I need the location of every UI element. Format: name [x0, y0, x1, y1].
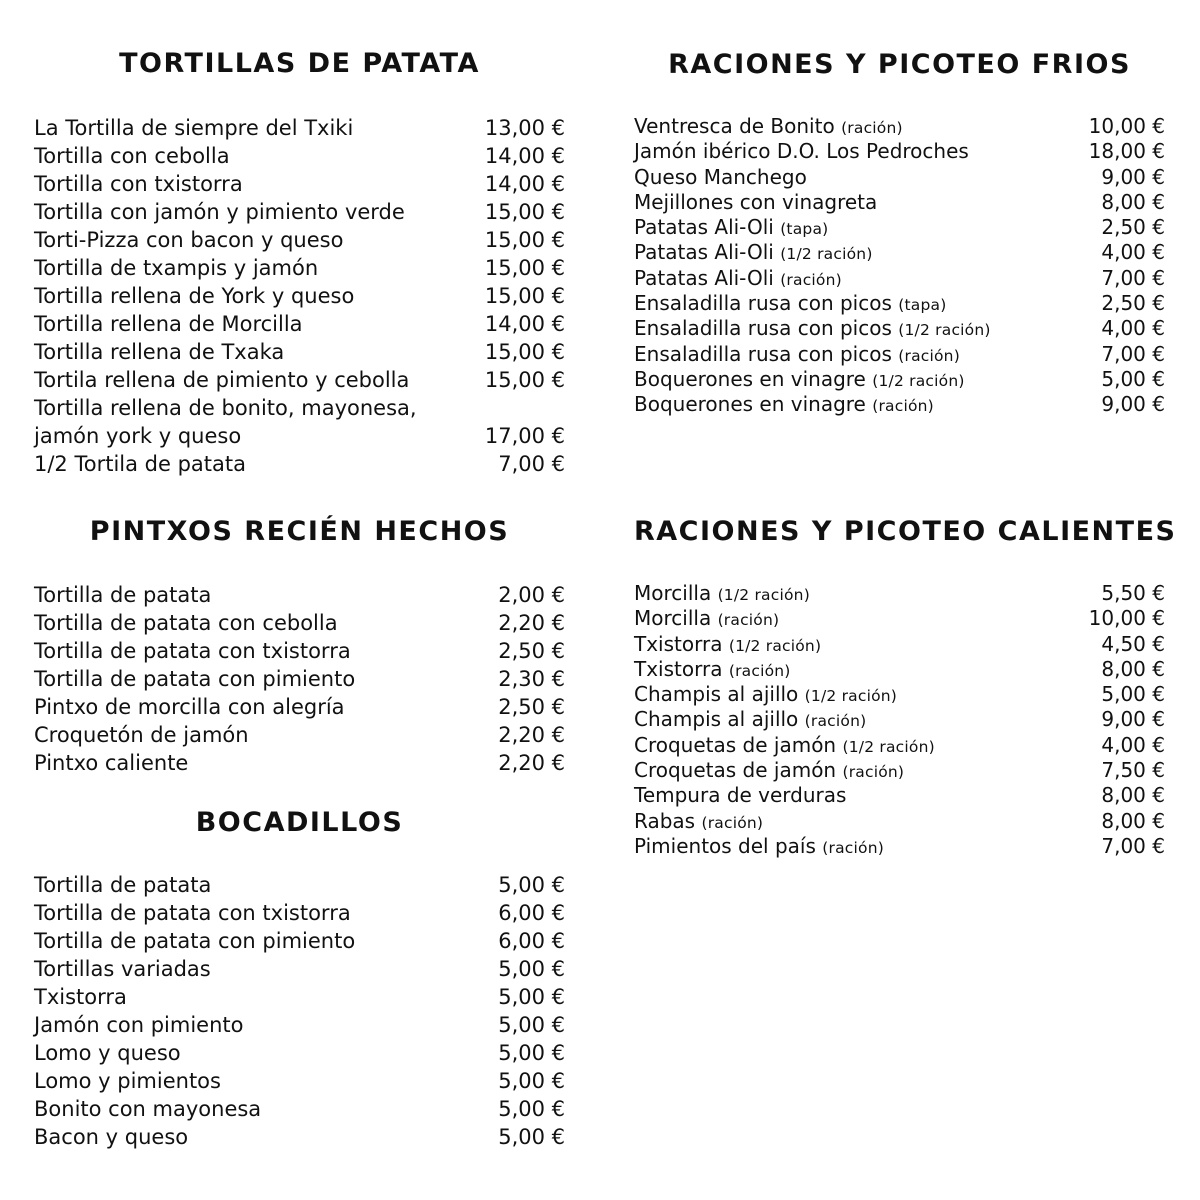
menu-item-price: 15,00 € [484, 200, 565, 224]
menu-item [34, 1011, 565, 1039]
menu-item-name: Tortila rellena de pimiento y cebolla [34, 368, 410, 392]
menu-item-label [34, 422, 241, 450]
menu-item-name: Tortilla de patata [34, 583, 212, 607]
menu-item [634, 392, 1165, 417]
menu-item-label [34, 665, 355, 693]
menu-item-name: Bonito con mayonesa [34, 1097, 262, 1121]
menu-item-name: Croquetas de jamón [634, 758, 837, 783]
menu-item-label [634, 783, 846, 808]
menu-item-price: 5,00 € [498, 1097, 565, 1121]
menu-item [34, 338, 565, 366]
menu-item-label [634, 657, 791, 684]
menu-item-portion: (ración) [898, 346, 960, 365]
menu-item-price: 4,00 € [1101, 240, 1165, 265]
menu-item-name: Lomo y pimientos [34, 1069, 221, 1093]
menu-item-price: 10,00 € [1088, 606, 1165, 631]
menu-item-name: Boquerones en vinagre [634, 366, 866, 391]
menu-list [34, 871, 565, 1151]
menu-item-label [34, 1067, 221, 1095]
menu-item-name: jamón york y queso [34, 424, 242, 448]
section-title: RACIONES Y PICOTEO FRIOS [668, 49, 1131, 80]
menu-item-label [34, 637, 351, 665]
menu-item-price: 14,00 € [484, 312, 565, 336]
menu-item-name: Tortilla rellena de bonito, mayonesa, [34, 396, 417, 420]
menu-item-price: 5,00 € [1101, 682, 1165, 707]
menu-item-name: Txistorra [634, 656, 723, 681]
menu-item-name: Ventresca de Bonito [634, 114, 835, 138]
menu-item-label [34, 226, 343, 254]
menu-item-name: Pintxo de morcilla con alegría [34, 695, 345, 719]
menu-item [34, 983, 565, 1011]
menu-item-price: 15,00 € [484, 340, 565, 364]
menu-item-price: 9,00 € [1101, 707, 1165, 732]
menu-item-portion: (1/2 ración) [804, 687, 898, 706]
menu-item-label [34, 450, 246, 478]
menu-item-label [634, 139, 969, 164]
menu-item-price: 5,00 € [498, 957, 565, 981]
menu-item-price: 9,00 € [1101, 392, 1165, 417]
menu-item-price: 17,00 € [484, 424, 565, 448]
menu-item-label [634, 733, 935, 760]
menu-item-name: Tortilla de patata [34, 873, 212, 897]
menu-item-portion: (1/2 ración) [780, 245, 873, 264]
menu-list [634, 581, 1165, 859]
menu-item-price: 2,20 € [498, 611, 565, 635]
menu-item-name: Torti-Pizza con bacon y queso [34, 228, 344, 252]
menu-item-name: Tortilla de patata con cebolla [34, 611, 338, 635]
menu-item-name: Tortilla con cebolla [34, 144, 230, 168]
menu-item-label [34, 394, 417, 422]
menu-item [634, 291, 1165, 316]
menu-item [34, 394, 565, 422]
menu-item [634, 707, 1165, 732]
menu-item-label [34, 927, 355, 955]
menu-item-name: Patatas Ali-Oli [634, 265, 774, 290]
menu-item-name: Txistorra [34, 985, 127, 1009]
menu-item-label [34, 955, 211, 983]
menu-item [34, 170, 565, 198]
menu-item-name: Patatas Ali-Oli [634, 240, 774, 265]
section-raciones-calientes [634, 516, 1177, 858]
menu-item-name: Tortilla rellena de York y queso [34, 284, 355, 308]
section-raciones-frios [634, 49, 1165, 417]
menu-item [634, 581, 1165, 606]
menu-item-portion: (ración) [701, 813, 764, 832]
menu-item-label [634, 606, 779, 633]
menu-item-price: 7,00 € [1101, 265, 1165, 290]
menu-item-label [34, 198, 405, 226]
menu-item [634, 606, 1165, 631]
section-pintxos-recien-hechos [34, 516, 565, 775]
menu-item-label [634, 367, 965, 394]
menu-item-name: Tortilla rellena de Morcilla [34, 312, 303, 336]
menu-item-price: 6,00 € [498, 901, 565, 925]
menu-item [34, 871, 565, 899]
menu-item-label [634, 316, 991, 343]
menu-item-price: 8,00 € [1101, 808, 1165, 833]
menu-item [34, 366, 565, 394]
menu-item-price: 9,00 € [1101, 164, 1165, 189]
menu-item-name: Ensaladilla rusa con picos [634, 291, 892, 316]
menu-item-portion: (ración) [822, 838, 884, 857]
menu-item-label [34, 142, 230, 170]
menu-item-name: Tortilla con txistorra [34, 172, 243, 196]
menu-item [34, 1067, 565, 1095]
menu-item-name: Boquerones en vinagre [634, 392, 866, 417]
menu-item-portion: (1/2 ración) [872, 371, 965, 390]
menu-item-label [34, 310, 303, 338]
menu-item-label [634, 809, 763, 836]
menu-item-name: Morcilla [634, 606, 712, 631]
menu-item-name: Champis al ajillo [634, 707, 799, 732]
menu-item-name: Rabas [634, 808, 696, 833]
menu-item [34, 254, 565, 282]
menu-item-price: 15,00 € [484, 284, 565, 308]
menu-item-name: La Tortilla de siempre del Txiki [34, 116, 354, 140]
menu-item [634, 733, 1165, 758]
menu-item-price: 4,00 € [1101, 732, 1165, 757]
menu-item-portion: (ración) [717, 611, 780, 630]
menu-item-name: Queso Manchego [634, 164, 807, 189]
menu-item-portion: (ración) [804, 712, 867, 731]
menu-item-label [34, 1011, 244, 1039]
menu-item [34, 721, 565, 749]
menu-item [634, 834, 1165, 859]
menu-item [34, 899, 565, 927]
menu-item [634, 165, 1165, 190]
menu-item-price: 5,00 € [1101, 366, 1165, 391]
menu-list [34, 114, 565, 478]
menu-item-name: Txistorra [634, 631, 723, 656]
menu-item-price: 2,20 € [498, 723, 565, 747]
menu-item-price: 13,00 € [484, 116, 565, 140]
menu-item-price: 6,00 € [498, 929, 565, 953]
menu-item [34, 1123, 565, 1151]
menu-item-price: 7,00 € [498, 452, 565, 476]
menu-item-label [634, 758, 904, 785]
menu-list [34, 581, 565, 777]
menu-item-price: 8,00 € [1101, 189, 1165, 214]
menu-item [34, 282, 565, 310]
menu-item-label [34, 871, 211, 899]
menu-item-name: Bacon y queso [34, 1125, 189, 1149]
menu-item-portion: (1/2 ración) [842, 737, 935, 756]
menu-item-label [34, 693, 345, 721]
menu-item-price: 4,50 € [1101, 631, 1165, 656]
menu-item-portion: (1/2 ración) [728, 636, 822, 655]
menu-item-price: 2,50 € [498, 639, 565, 663]
menu-item-label [634, 392, 934, 419]
menu-item-name: Lomo y queso [34, 1041, 181, 1065]
menu-item-name: 1/2 Tortila de patata [34, 452, 246, 476]
menu-item [634, 190, 1165, 215]
menu-item-label [634, 632, 821, 659]
menu-item-label [634, 834, 884, 861]
menu-item-price: 2,20 € [498, 751, 565, 775]
menu-item-price: 5,00 € [498, 1041, 565, 1065]
menu-item-price: 2,00 € [498, 583, 565, 607]
menu-item-price: 18,00 € [1088, 139, 1165, 164]
menu-item-label [34, 899, 351, 927]
menu-item-name: Croquetón de jamón [34, 723, 249, 747]
menu-item-portion: (ración) [842, 763, 905, 782]
menu-item-name: Tortilla de patata con pimiento [34, 929, 356, 953]
menu-item [34, 609, 565, 637]
menu-item-portion: (tapa) [780, 220, 829, 239]
menu-item-label [34, 114, 353, 142]
menu-item-portion: (tapa) [898, 296, 947, 315]
menu-item-portion: (ración) [841, 119, 903, 137]
menu-item-name: Patatas Ali-Oli [634, 215, 774, 240]
menu-item [34, 310, 565, 338]
menu-item-portion: (1/2 ración) [717, 586, 810, 604]
menu-item-name: Pintxo caliente [34, 751, 189, 775]
menu-item [34, 226, 565, 254]
menu-item [634, 266, 1165, 291]
menu-item-price: 2,50 € [1101, 291, 1165, 316]
menu-item [34, 450, 565, 478]
menu-item [634, 632, 1165, 657]
menu-item-label [34, 282, 354, 310]
menu-item-price: 14,00 € [484, 144, 565, 168]
section-tortillas-de-patata [34, 48, 565, 476]
menu-item [34, 637, 565, 665]
menu-item-name: Tortilla de patata con txistorra [34, 639, 351, 663]
menu-item [634, 215, 1165, 240]
menu-item [634, 783, 1165, 808]
menu-item [634, 240, 1165, 265]
menu-item [634, 758, 1165, 783]
menu-item-name: Morcilla [634, 581, 712, 605]
menu-item-price: 2,50 € [1101, 215, 1165, 240]
menu-item-price: 5,50 € [1101, 581, 1165, 605]
menu-item-price: 10,00 € [1088, 114, 1165, 138]
menu-item-label [634, 190, 877, 215]
menu-item-label [634, 682, 897, 709]
section-title: BOCADILLOS [195, 807, 404, 838]
menu-item-label [634, 240, 873, 267]
menu-item [634, 682, 1165, 707]
menu-item-portion: (1/2 ración) [898, 321, 991, 340]
menu-item-name: Tortilla rellena de Txaka [34, 340, 285, 364]
menu-item-price: 5,00 € [498, 873, 565, 897]
menu-item-label [634, 165, 807, 190]
menu-item-price: 7,00 € [1101, 833, 1165, 858]
menu-item-price: 7,50 € [1101, 758, 1165, 783]
menu-item [34, 422, 565, 450]
menu-item [34, 581, 565, 609]
menu-item-label [634, 215, 828, 242]
menu-item [34, 142, 565, 170]
menu-item [34, 693, 565, 721]
menu-item-label [34, 366, 409, 394]
menu-item [634, 809, 1165, 834]
menu-item [634, 342, 1165, 367]
menu-item [34, 665, 565, 693]
menu-item-label [634, 342, 960, 369]
menu-item-label [634, 266, 842, 293]
menu-item [634, 657, 1165, 682]
menu-item [634, 367, 1165, 392]
menu-item [634, 316, 1165, 341]
menu-item-label [34, 749, 188, 777]
menu-item-portion: (ración) [780, 270, 842, 289]
menu-item-price: 5,00 € [498, 1125, 565, 1149]
menu-item-name: Tempura de verduras [634, 783, 847, 808]
menu-item-name: Pimientos del país [634, 833, 816, 858]
menu-item-name: Tortillas variadas [34, 957, 211, 981]
menu-item-label [34, 170, 243, 198]
menu-item-name: Jamón ibérico D.O. Los Pedroches [634, 139, 969, 164]
menu-item-label [634, 291, 946, 318]
menu-item-name: Champis al ajillo [634, 682, 799, 707]
menu-item-price: 5,00 € [498, 1069, 565, 1093]
menu-item-name: Tortilla de patata con txistorra [34, 901, 351, 925]
menu-item [34, 955, 565, 983]
menu-item-price: 15,00 € [484, 256, 565, 280]
menu-item-name: Ensaladilla rusa con picos [634, 316, 892, 341]
section-title: TORTILLAS DE PATATA [119, 48, 480, 79]
menu-list [634, 114, 1165, 418]
menu-item [34, 114, 565, 142]
menu-item-name: Ensaladilla rusa con picos [634, 341, 892, 366]
menu-item-label [34, 338, 284, 366]
menu-item-label [34, 609, 338, 637]
menu-item-price: 8,00 € [1101, 783, 1165, 808]
menu-item-price: 2,50 € [498, 695, 565, 719]
menu-item-label [634, 114, 903, 141]
menu-item-label [34, 1039, 181, 1067]
menu-item [34, 1039, 565, 1067]
menu-item-label [634, 581, 810, 608]
menu-item-label [634, 707, 866, 734]
menu-item [34, 198, 565, 226]
menu-item [34, 1095, 565, 1123]
menu-item-name: Tortilla de txampis y jamón [34, 256, 319, 280]
menu-item-name: Croquetas de jamón [634, 732, 837, 757]
menu-item-label [34, 1123, 188, 1151]
menu-item-portion: (ración) [872, 397, 934, 416]
menu-item-label [34, 581, 211, 609]
section-bocadillos [34, 807, 565, 1149]
menu-item [634, 139, 1165, 164]
menu-item-name: Mejillones con vinagreta [634, 189, 878, 214]
menu-item [634, 114, 1165, 139]
menu-item-price: 15,00 € [484, 368, 565, 392]
menu-item-label [34, 254, 318, 282]
menu-item-price: 2,30 € [498, 667, 565, 691]
menu-item [34, 749, 565, 777]
menu-item-name: Tortilla con jamón y pimiento verde [34, 200, 405, 224]
menu-item-price: 14,00 € [484, 172, 565, 196]
menu-item-price: 5,00 € [498, 985, 565, 1009]
menu-item-name: Tortilla de patata con pimiento [34, 667, 356, 691]
menu-item-label [34, 721, 249, 749]
menu-item-price: 4,00 € [1101, 316, 1165, 341]
section-title: RACIONES Y PICOTEO CALIENTES [634, 516, 1177, 547]
section-title: PINTXOS RECIÉN HECHOS [89, 516, 510, 547]
menu-item-price: 7,00 € [1101, 341, 1165, 366]
menu-item-price: 15,00 € [484, 228, 565, 252]
menu-item-label [34, 1095, 261, 1123]
menu-item-price: 5,00 € [498, 1013, 565, 1037]
menu-item-name: Jamón con pimiento [34, 1013, 244, 1037]
menu-item-portion: (ración) [728, 661, 791, 680]
menu-item-label [34, 983, 127, 1011]
menu-item [34, 927, 565, 955]
menu-item-price: 8,00 € [1101, 656, 1165, 681]
